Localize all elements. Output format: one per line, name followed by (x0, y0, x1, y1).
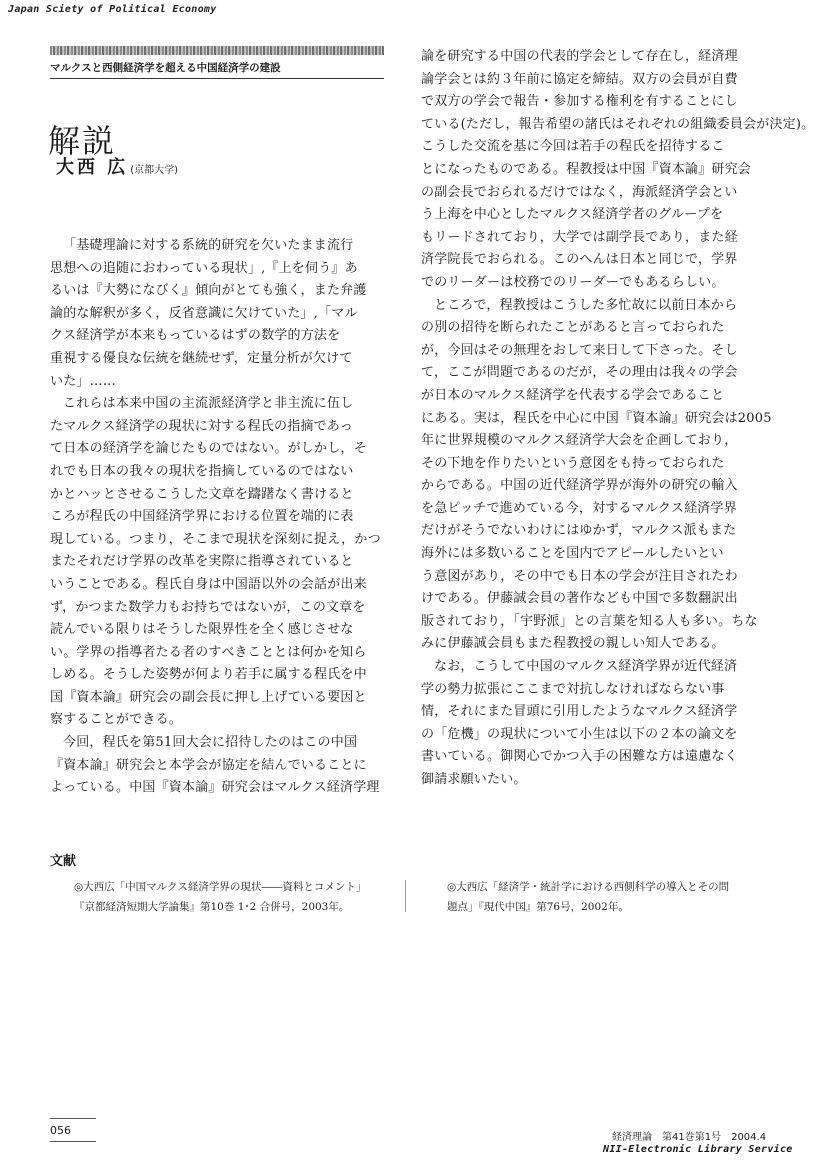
body-text-line: い。学界の指導者たる者のすべきこととは何かを知ら (50, 644, 367, 660)
body-text-line: からである。中国の近代経済学界が海外の研究の輸入 (421, 478, 738, 494)
body-text-line: 書いている。御関心でかつ入手の困難な方は遠慮なく (421, 749, 738, 765)
article-heading: 解説 (48, 122, 117, 160)
references-heading: 文献 (50, 854, 77, 869)
body-text-line: またそれだけ学界の改革を実際に指導されていると (50, 554, 354, 570)
body-text-line: クス経済学が本来もっているはずの数学的方法を (50, 328, 341, 344)
series-banner-decoration (50, 46, 384, 55)
reference-line: 題点」『現代中国』第76号，2002年。 (447, 901, 629, 913)
reference-line: 『京都経済短期大学論集』第10巻 1･2 合併号，2003年。 (74, 901, 350, 913)
body-text-line: なお，こうして中国のマルクス経済学界が近代経済 (434, 659, 738, 675)
body-text-line: が日本のマルクス経済学を代表する学会であること (421, 387, 725, 403)
body-text-line: が，今回はその無理をおして来日して下さった。そし (421, 342, 738, 358)
author-affiliation: (京都大学) (130, 165, 179, 176)
body-text-line: かとハッとさせるこうした文章を躊躇なく書けると (50, 486, 354, 502)
body-column-left (50, 235, 386, 800)
body-text-line: 論を研究する中国の代表的学会として存在し，経済理 (421, 49, 738, 64)
body-text-line: の副会長でおられるだけではなく，海派経済学会とい (421, 184, 738, 200)
body-text-line: の別の招待を断られたことがあると言っておられた (421, 320, 725, 336)
body-text-line: るいは『大勢になびく』傾向がとても強く，また弁護 (50, 283, 367, 299)
body-text-line: でのリーダーは校務でのリーダーでもあるらしい。 (421, 274, 725, 290)
author-line (56, 153, 178, 179)
body-text-line: で双方の学会で報告・参加する権利を有することにし (421, 94, 738, 110)
journal-info: 経済理論 第41巻第1号 2004.4 (612, 1132, 767, 1143)
body-text-line: 版されており，「宇野派」との言葉を知る人も多い。ちな (421, 613, 758, 629)
body-text-line: これらは本来中国の主流派経済学と非主流に伍し (63, 396, 354, 412)
body-text-line: 『資本論』研究会と本学会が協定を結んでいることに (50, 757, 367, 773)
body-text-line: みに伊藤誠会員もまた程教授の親しい知人である。 (421, 636, 725, 652)
body-text-line: にある。実は，程氏を中心に中国『資本論』研究会は2005 (421, 410, 772, 426)
body-text-line: 国『資本論』研究会の副会長に押し上げている要因と (50, 689, 367, 705)
body-text-line: 情，それにまた冒頭に引用したようなマルクス経済学 (421, 704, 738, 720)
body-text-line: その下地を作りたいという意図をも持っておられた (421, 455, 725, 471)
body-text-line: 年に世界規模のマルクス経済学大会を企画しており， (421, 433, 738, 449)
body-text-line: だけがそうでないわけにはゆかず，マルクス派もまた (421, 523, 737, 539)
body-text-line: 察することができる。 (50, 712, 183, 728)
body-text-line: 重視する優良な伝統を継続せず，定量分析が欠けて (50, 350, 353, 366)
footer-rule (50, 1141, 96, 1142)
body-text-line: けである。伊藤誠会員の著作なども中国で多数翻訳出 (421, 591, 738, 607)
body-text-line: いうことである。程氏自身は中国語以外の会話が出来 (50, 576, 367, 592)
body-text-line: 論学会とは約３年前に協定を締結。双方の会員が自費 (421, 71, 738, 87)
body-text-line: たマルクス経済学の現状に対する程氏の指摘であっ (50, 418, 354, 434)
body-text-line: 学の勢力拡張にここまで対抗しなければならない事 (421, 681, 725, 697)
body-text-line: 「基礎理論に対する系統的研究を欠いたまま流行 (63, 238, 354, 253)
body-text-line: 今回，程氏を第51回大会に招待したのはこの中国 (63, 735, 358, 751)
body-text-line: う上海を中心としたマルクス経済学者のグループを (421, 207, 724, 223)
body-text-line: て，ここが問題であるのだが，その理由は我々の学会 (421, 365, 738, 381)
body-text-line: れでも日本の我々の現状を指摘しているのではない (50, 463, 354, 479)
body-text-line: 思想への追随におわっている現状」,『上を伺う』あ (50, 260, 358, 276)
page-number: 056 (50, 1124, 71, 1137)
body-text-line: ず，かつまた数学力もお持ちではないが，この文章を (50, 599, 366, 615)
body-text-line: いた」…… (50, 373, 117, 389)
body-text-line: もリードされており，大学では副学長であり，また経 (421, 229, 738, 245)
reference-item (74, 877, 392, 917)
reference-item (447, 877, 767, 917)
body-text-line: 読んでいる限りはそうした限界性を全く感じさせな (50, 622, 354, 638)
body-text-line: しめる。そうした姿勢が何より若手に属する程氏を中 (50, 667, 367, 683)
footer-library-name: NII-Electronic Library Service (603, 1144, 793, 1155)
body-text-line: 現している。つまり，そこまで現状を深刻に捉え，かつ (50, 531, 381, 547)
body-column-right (421, 46, 815, 792)
header-society-name: Japan Sciety of Political Economy (8, 4, 217, 15)
series-title: マルクスと西側経済学を超える中国経済学の建設 (50, 60, 384, 79)
reference-divider (405, 880, 406, 912)
body-text-line: 御請求願いたい。 (421, 772, 527, 787)
reference-line: ◎大西広「経済学・統計学における西側科学の導入とその問 (447, 881, 730, 893)
body-text-line: こうした交流を基に今回は若手の程氏を招待するこ (421, 139, 725, 155)
body-text-line: う意図があり，その中でも日本の学会が注目されたわ (421, 568, 738, 584)
body-text-line: 論的な解釈が多く，反省意識に欠けていた」,「マル (50, 305, 358, 321)
body-text-line: の「危機」の現状について小生は以下の２本の論文を (421, 726, 738, 742)
author-name: 大西 広 (56, 157, 129, 178)
body-text-line: 済学院長でおられる。このへんは日本と同じで，学界 (421, 252, 738, 268)
body-text-line: を急ピッチで進めている今，対するマルクス経済学界 (421, 500, 737, 516)
body-text-line: ている(ただし，報告希望の諸氏はそれぞれの組織委員会が決定)。 (421, 116, 815, 132)
body-text-line: て日本の経済学を論じたものではない。がしかし，そ (50, 441, 367, 457)
body-text-line: ころが程氏の中国経済学界における位置を端的に表 (50, 509, 354, 525)
body-text-line: よっている。中国『資本論』研究会はマルクス経済学理 (50, 780, 380, 796)
footer-rule (50, 1118, 96, 1119)
reference-line: ◎大西広「中国マルクス経済学界の現状――資料とコメント」 (74, 881, 367, 893)
body-text-line: 海外には多数いることを国内でアピールしたいとい (421, 546, 724, 562)
body-text-line: ところで，程教授はこうした多忙故に以前日本から (434, 297, 738, 313)
body-text-line: とになったものである。程教授は中国『資本論』研究会 (421, 161, 752, 177)
